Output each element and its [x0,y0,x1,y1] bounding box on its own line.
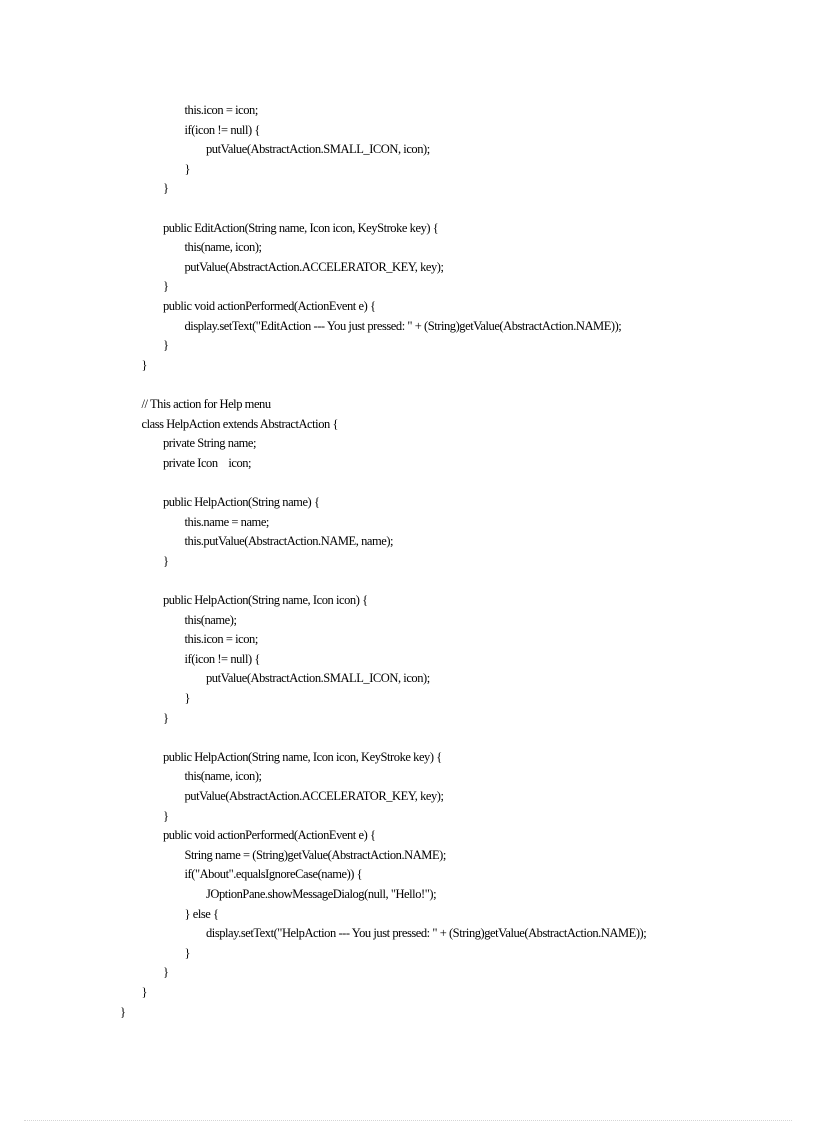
code-line: } else { [184,906,219,921]
code-line: } [184,691,191,705]
code-line: public void actionPerformed(ActionEvent e) { [163,828,376,843]
code-line: } [163,710,169,725]
code-line: } [163,279,169,294]
code-line: this.icon = icon; [184,103,258,117]
code-line: putValue(AbstractAction.SMALL_ICON, icon); [206,142,430,157]
code-line: } [163,965,169,980]
code-line: } [141,985,148,999]
code-line: display.setText("HelpAction --- You just pressed: " + (String)getValue(AbstractAction.NAME)); [206,926,647,941]
code-line: putValue(AbstractAction.ACCELERATOR_KEY, key); [184,259,444,274]
code-line: display.setText("EditAction --- You just pressed: " + (String)getValue(AbstractAction.NAME)); [184,318,622,333]
code-line: if(icon != null) { [184,651,260,666]
code-line: public HelpAction(String name, Icon icon) { [163,593,368,607]
code-line: if("About".equalsIgnoreCase(name)) { [184,867,363,882]
code-line: } [163,338,169,353]
code-line: } [163,553,169,568]
code-line: public void actionPerformed(ActionEvent e) { [163,299,376,313]
code-line: // This action for Help menu [141,397,271,411]
code-line: } [120,1004,126,1019]
code-line: class HelpAction extends AbstractAction { [141,416,339,431]
code-line: putValue(AbstractAction.ACCELERATOR_KEY, key); [184,789,444,803]
code-line: private String name; [163,436,257,451]
code-line: } [184,945,191,960]
page-bottom-border [24,1120,792,1121]
code-line: public EditAction(String name, Icon icon, KeyStroke key) { [163,220,439,235]
code-line: } [184,161,191,176]
code-line: } [163,181,169,196]
code-line: putValue(AbstractAction.SMALL_ICON, icon); [206,671,430,686]
code-line: } [163,808,169,823]
code-line: private Icon icon; [163,455,252,470]
code-line: this.name = name; [184,514,269,529]
code-line: this(name); [184,612,237,627]
code-line: this.icon = icon; [184,632,258,647]
code-line: String name = (String)getValue(AbstractAction.NAME); [184,847,446,862]
code-line: this(name, icon); [184,240,262,255]
code-line: } [141,357,148,372]
code-line: public HelpAction(String name) { [163,495,320,509]
code-line: if(icon != null) { [184,122,260,137]
code-line: public HelpAction(String name, Icon icon, KeyStroke key) { [163,749,442,764]
code-line: JOptionPane.showMessageDialog(null, "Hello!"); [206,887,437,901]
code-line: this.putValue(AbstractAction.NAME, name); [184,534,394,549]
code-line: this(name, icon); [184,769,262,784]
